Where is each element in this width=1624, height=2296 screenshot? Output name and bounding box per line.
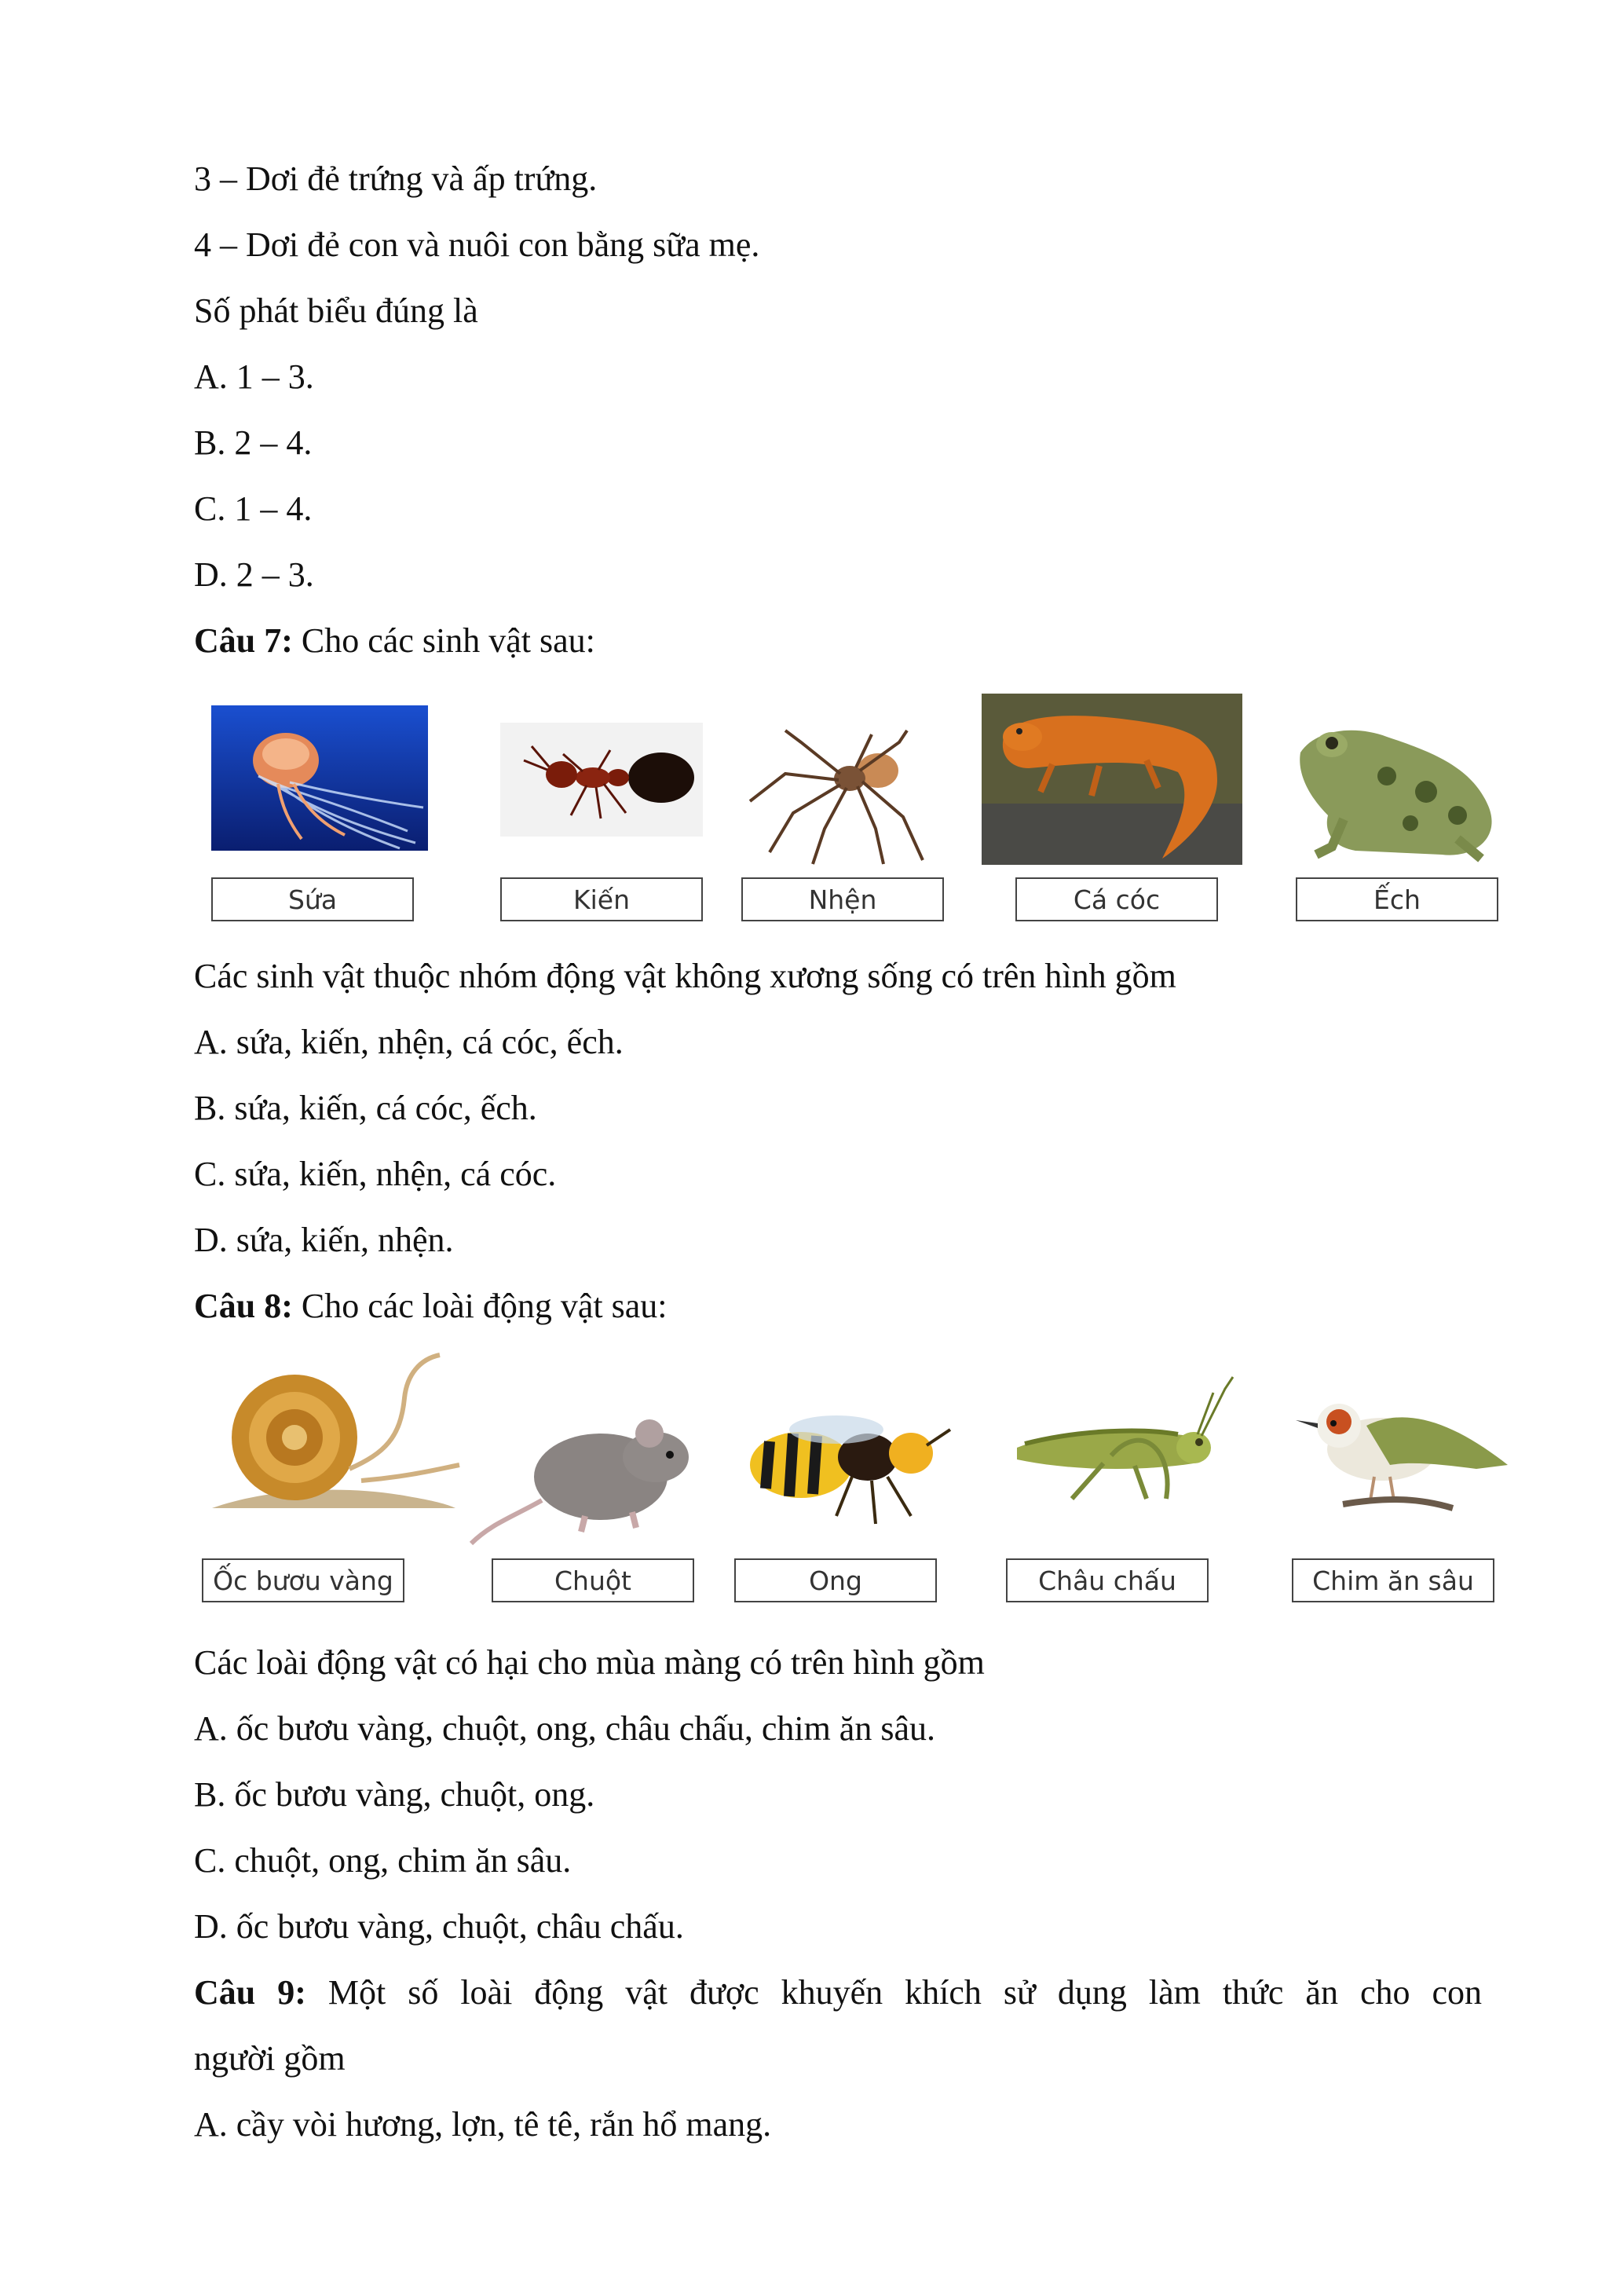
q7-text: Cho các sinh vật sau: xyxy=(292,621,595,660)
q6-option-c: C. 1 – 4. xyxy=(194,489,313,528)
statement-4: 4 – Dơi đẻ con và nuôi con bằng sữa mẹ. xyxy=(194,225,760,264)
caption-jellyfish: Sứa xyxy=(211,877,414,921)
q8-text: Cho các loài động vật sau: xyxy=(292,1287,668,1325)
q7-prompt: Các sinh vật thuộc nhóm động vật không xương sống có trên hình gồm xyxy=(194,957,1176,995)
q7-option-a: A. sứa, kiến, nhện, cá cóc, ếch. xyxy=(194,1023,624,1061)
jellyfish-image xyxy=(211,705,428,851)
ant-image xyxy=(500,723,703,837)
caption-spider: Nhện xyxy=(741,877,944,921)
snail-image xyxy=(204,1351,467,1516)
caption-ant: Kiến xyxy=(500,877,703,921)
q7-heading xyxy=(194,619,595,663)
wasp-image xyxy=(734,1398,958,1532)
q8-option-c: C. chuột, ong, chim ăn sâu. xyxy=(194,1841,572,1880)
q6-option-a: A. 1 – 3. xyxy=(194,357,314,396)
rat-image xyxy=(467,1390,699,1547)
newt-image xyxy=(982,694,1242,865)
q6-option-d: D. 2 – 3. xyxy=(194,555,314,594)
caption-snail: Ốc bươu vàng xyxy=(202,1558,404,1602)
caption-rat: Chuột xyxy=(492,1558,694,1602)
q7-option-b: B. sứa, kiến, cá cóc, ếch. xyxy=(194,1089,537,1127)
q8-option-a: A. ốc bươu vàng, chuột, ong, châu chấu, chim ăn sâu. xyxy=(194,1709,935,1748)
q6-option-b: B. 2 – 4. xyxy=(194,423,313,462)
bird-image xyxy=(1296,1390,1512,1532)
spider-image xyxy=(738,727,950,868)
caption-frog: Ếch xyxy=(1296,877,1498,921)
q7-label: Câu 7: xyxy=(194,621,293,660)
q8-option-b: B. ốc bươu vàng, chuột, ong. xyxy=(194,1775,595,1814)
q6-prompt: Số phát biểu đúng là xyxy=(194,291,478,330)
q9-text-cont: người gồm xyxy=(194,2039,346,2078)
q7-option-d: D. sứa, kiến, nhện. xyxy=(194,1221,454,1259)
statement-3: 3 – Dơi đẻ trứng và ấp trứng. xyxy=(194,159,598,198)
q9-option-a: A. cầy vòi hương, lợn, tê tê, rắn hổ mang. xyxy=(194,2105,772,2144)
q9-text: Một số loài động vật được khuyến khích sử dụng làm thức ăn cho con xyxy=(305,1973,1482,2012)
caption-newt: Cá cóc xyxy=(1015,877,1218,921)
frog-image xyxy=(1285,705,1505,862)
caption-grasshopper: Châu chấu xyxy=(1006,1558,1209,1602)
q8-heading xyxy=(194,1284,667,1328)
q7-option-c: C. sứa, kiến, nhện, cá cóc. xyxy=(194,1155,557,1193)
q9-label: Câu 9: xyxy=(194,1973,306,2012)
caption-bird: Chim ăn sâu xyxy=(1292,1558,1494,1602)
q8-option-d: D. ốc bươu vàng, chuột, châu chấu. xyxy=(194,1907,684,1946)
q9-heading xyxy=(194,1971,1482,2015)
q8-prompt: Các loài động vật có hại cho mùa màng có trên hình gồm xyxy=(194,1643,985,1682)
q8-label: Câu 8: xyxy=(194,1287,293,1325)
grasshopper-image xyxy=(1009,1373,1237,1507)
caption-wasp: Ong xyxy=(734,1558,937,1602)
